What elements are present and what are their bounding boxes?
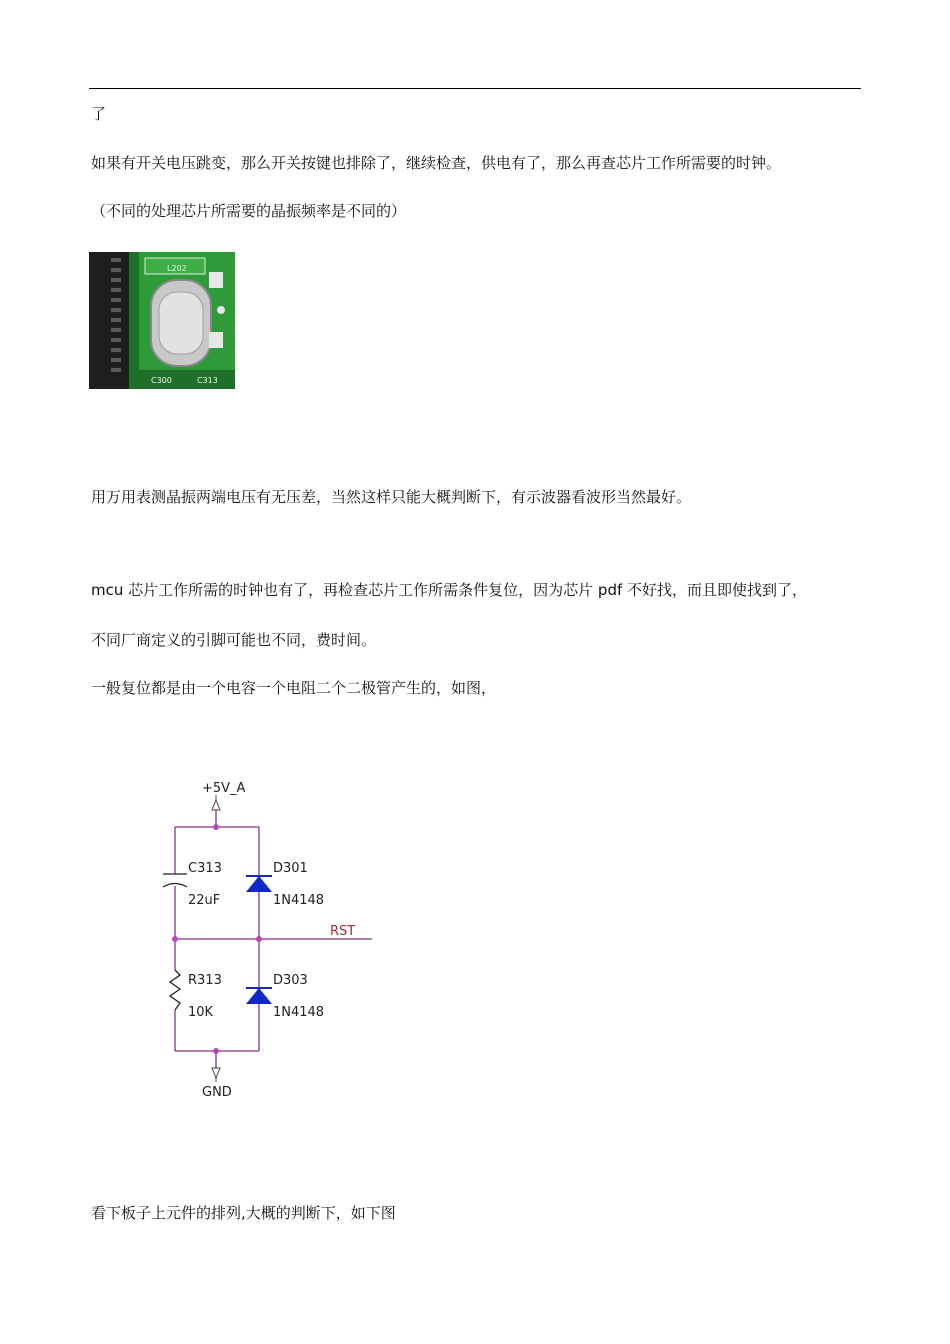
text-run: 看下板子上元件的排列	[91, 1204, 242, 1222]
text-run: 不好找，而且即使找到了，	[622, 581, 808, 599]
photo-label-c300: C300	[151, 376, 172, 385]
diode-d301-ref: D301	[273, 861, 308, 876]
ground-arrow-symbol	[212, 1068, 220, 1082]
rst-label: RST	[330, 924, 356, 939]
paragraph-reset-circuit: 一般复位都是由一个电容一个电阻二个二极管产生的，如图，	[91, 679, 497, 697]
photo-label-l202: L202	[167, 264, 187, 273]
photo-label-c313: C313	[197, 376, 218, 385]
paragraph-board-layout	[91, 1203, 396, 1223]
capacitor-value: 22uF	[188, 893, 221, 908]
diode-d301-symbol	[246, 876, 272, 892]
reset-circuit-schematic	[150, 770, 390, 1110]
term-pdf: pdf	[597, 581, 623, 599]
power-arrow-symbol	[212, 795, 220, 810]
resistor-symbol	[170, 970, 180, 1010]
diode-d303-value: 1N4148	[273, 1005, 325, 1020]
diode-d303-symbol	[246, 988, 272, 1004]
schematic-wires	[175, 810, 372, 1068]
diode-d301-value: 1N4148	[273, 893, 325, 908]
capacitor-ref: C313	[188, 861, 222, 876]
power-label: +5V_A	[202, 781, 246, 796]
diode-d303-ref: D303	[273, 973, 308, 988]
resistor-ref: R313	[188, 973, 222, 988]
term-mcu: mcu	[91, 581, 124, 599]
capacitor-symbol	[163, 874, 187, 887]
crystal-photo	[89, 252, 235, 389]
paragraph-multimeter: 用万用表测晶振两端电压有无压差，当然这样只能大概判断下，有示波器看波形当然最好。	[91, 488, 692, 506]
paragraph-reset-intro	[91, 580, 807, 600]
text-run: 大概的判断下，如下图	[245, 1204, 396, 1222]
header-rule	[89, 88, 861, 89]
resistor-value: 10K	[188, 1005, 214, 1020]
paragraph-continuation: 了	[91, 105, 107, 123]
text-run: ,	[241, 1204, 246, 1222]
paragraph-crystal-note: （不同的处理芯片所需要的晶振频率是不同的）	[91, 202, 407, 220]
paragraph-switch-check: 如果有开关电压跳变，那么开关按键也排除了，继续检查，供电有了，那么再查芯片工作所需要的时钟。	[91, 154, 782, 172]
ground-label: GND	[202, 1085, 232, 1100]
text-run: 芯片工作所需的时钟也有了，再检查芯片工作所需条件复位，因为芯片	[123, 581, 598, 599]
paragraph-vendor-pins: 不同厂商定义的引脚可能也不同，费时间。	[91, 631, 377, 649]
